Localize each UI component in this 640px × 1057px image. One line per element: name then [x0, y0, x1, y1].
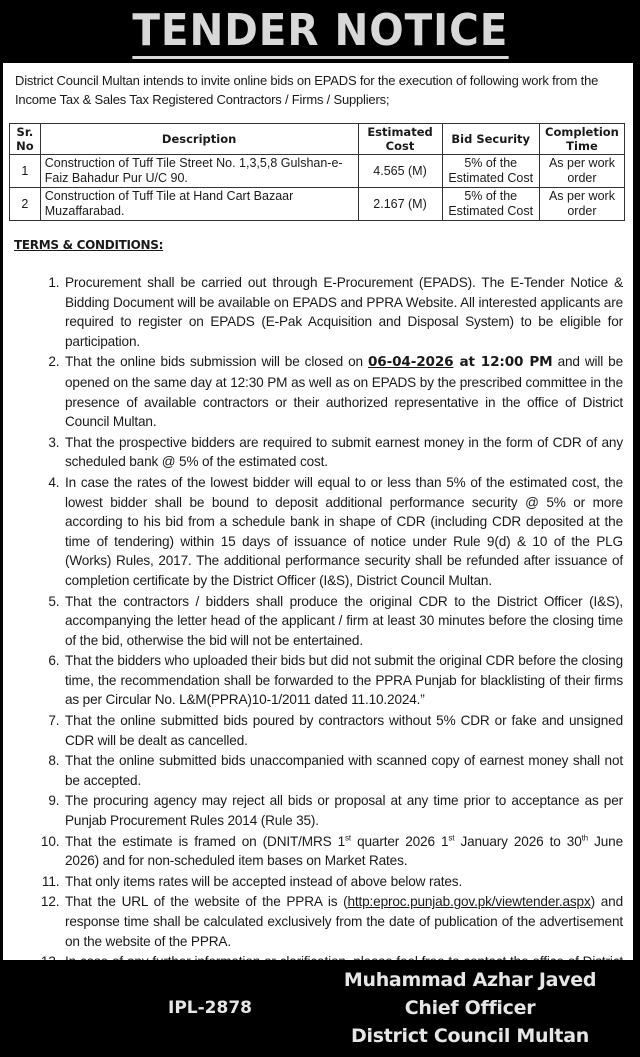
footer-banner — [0, 960, 640, 1057]
ipl-number: IPL-2878 — [168, 998, 252, 1018]
page-title: TENDER NOTICE — [132, 6, 508, 59]
term-item — [63, 352, 623, 431]
cell-estimated-cost: 2.167 (M) — [358, 188, 442, 221]
term-item: 11. That only items rates will be accepted instead of above below rates. — [63, 872, 623, 892]
signature-block — [320, 966, 620, 1050]
signatory-name: Muhammad Azhar Javed — [343, 969, 597, 991]
header-banner — [0, 0, 640, 63]
closing-time: at 12:00 PM — [453, 354, 553, 371]
col-header-sr: Sr. No — [10, 124, 41, 155]
intro-paragraph: District Council Multan intends to invite online bids on EPADS for the execution of following work from the Income Tax & Sales Tax Registered Contractors / Firms / Suppliers; — [15, 73, 599, 107]
cell-bid-security: 5% of the Estimated Cost — [442, 188, 539, 221]
cell-description: Construction of Tuff Tile Street No. 1,3,5,8 Gulshan-e-Faiz Bahadur Pur U/C 90. — [40, 155, 358, 188]
term-item: 1. Procurement shall be carried out through E-Procurement (EPADS). The E-Tender Notice & Bidding Document will be available on EPADS and PPRA Website. All interested applicants are required to register on EPADS (E-Pak Acquisition and Disposal System) to be eligible for participation. — [63, 273, 623, 351]
cell-completion-time: As per work order — [539, 155, 624, 188]
works-table — [9, 123, 625, 221]
cell-estimated-cost: 4.565 (M) — [358, 155, 442, 188]
term-item: 6. That the bidders who uploaded their bids but did not submit the original CDR before the closing time, the recommendation shall be forwarded to the PPRA Punjab for blacklisting of their firms as per Circular No. L&M(PPRA)10-1/2011 dated 11.10.2024.” — [63, 651, 623, 710]
col-header-estimated-cost: Estimated Cost — [358, 124, 442, 155]
col-header-completion-time: Completion Time — [539, 124, 624, 155]
ordinal-suffix: th — [581, 833, 588, 843]
col-header-description: Description — [40, 124, 358, 155]
term-item: 4. In case the rates of the lowest bidder will equal to or less than 5% of the estimated cost, the lowest bidder shall be bound to deposit additional performance security @ 5% or more according to his bid from a schedule bank in shape of CDR (including CDR deposited at the time of tendering) within 15 days of issuance of notice under Rule 9(d) & 10 of the PLG (Works) Rules, 2017. The additional performance security shall be refunded after issuance of completion certificate by the District Officer (I&S), District Council Multan. — [63, 473, 623, 591]
cell-description: Construction of Tuff Tile at Hand Cart Bazaar Muzaffarabad. — [40, 188, 358, 221]
cell-completion-time: As per work order — [539, 188, 624, 221]
cell-sr: 1 — [10, 155, 41, 188]
terms-list — [3, 273, 623, 992]
closing-date: 06-04-2026 — [367, 354, 454, 371]
notice-body — [3, 63, 633, 960]
cell-sr: 2 — [10, 188, 41, 221]
cell-bid-security: 5% of the Estimated Cost — [442, 155, 539, 188]
term-item: 3. That the prospective bidders are required to submit earnest money in the form of CDR of any scheduled bank @ 5% of the estimated cost. — [63, 433, 623, 472]
col-header-bid-security: Bid Security — [442, 124, 539, 155]
term-text: June 2026) and for non-scheduled item bases on Market Rates. — [65, 833, 623, 869]
term-text: That the online bids submission will be closed on — [65, 354, 368, 370]
table-row — [10, 188, 625, 221]
term-item: 7. That the online submitted bids poured by contractors without 5% CDR or fake and unsigned CDR will be dealt as cancelled. — [63, 711, 623, 750]
ppra-url-link[interactable]: http:eproc.punjab.gov.pk/viewtender.aspx — [347, 894, 591, 910]
term-text: and will be opened on the same day at 12:30 PM as well as on EPADS by the prescribed committee in the presence of available contractors or their authorized representative in the office of District Council Multan. — [65, 354, 623, 430]
ordinal-suffix: st — [345, 833, 351, 843]
signatory-title: Chief Officer — [404, 997, 536, 1019]
term-item: 8. That the online submitted bids unaccompanied with scanned copy of earnest money shall not be accepted. — [63, 751, 623, 790]
term-item: 9. The procuring agency may reject all bids or proposal at any time prior to acceptance as per Punjab Procurement Rules 2014 (Rule 35). — [63, 791, 623, 830]
term-text: That the URL of the website of the PPRA is ( — [65, 894, 348, 910]
table-row — [10, 155, 625, 188]
term-item — [63, 892, 623, 951]
term-text: quarter 2026 1 — [350, 833, 449, 849]
table-header-row — [10, 124, 625, 155]
term-text: ) and response time shall be calculated exclusively from the date of publication of the advertisement on the website of the PPRA. — [65, 894, 623, 949]
term-text: January 2026 to 30 — [454, 833, 582, 849]
term-item: 5. That the contractors / bidders shall produce the original CDR to the District Officer (I&S), accompanying the letter head of the applicant / firm at least 30 minutes before the closing time of the bid, otherwise the bid will not be entertained. — [63, 592, 623, 651]
term-text: That the estimate is framed on (DNIT/MRS 1 — [65, 833, 346, 849]
terms-heading: TERMS & CONDITIONS: — [14, 238, 164, 252]
term-item — [63, 832, 623, 871]
signatory-office: District Council Multan — [351, 1025, 589, 1047]
ordinal-suffix: st — [448, 833, 455, 843]
